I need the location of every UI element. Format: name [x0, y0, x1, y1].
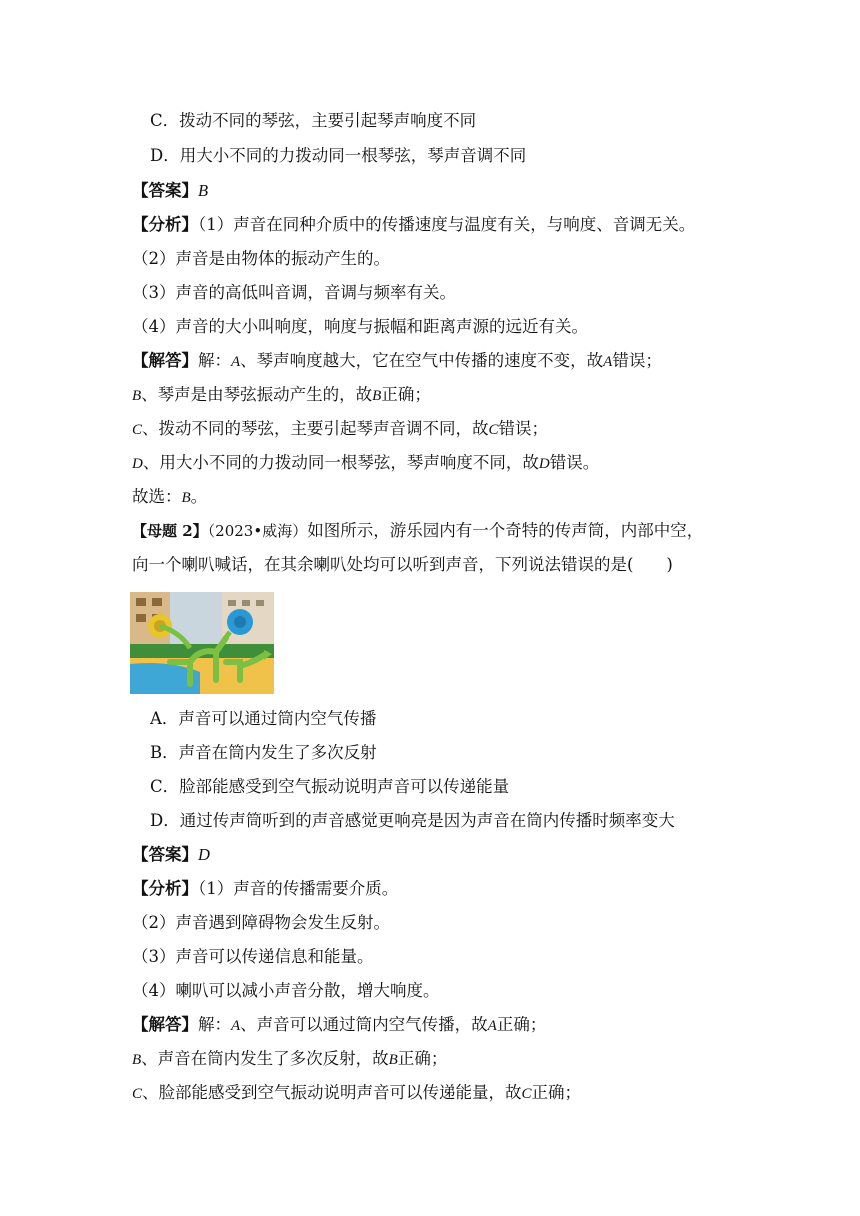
question-stem: 如图所示，游乐园内有一个奇特的传声筒，内部中空，: [307, 521, 704, 540]
solution-text: 、用大小不同的力拨动同一根琴弦，琴声响度不同，故: [142, 453, 539, 472]
solution-intro: 解：: [198, 351, 231, 370]
solution-letter: C: [521, 1086, 532, 1102]
q1-answer: [132, 180, 208, 202]
q2-option-c: C．脸部能感受到空气振动说明声音可以传递能量: [150, 777, 510, 796]
choice-suffix: 。: [190, 487, 208, 506]
solution-intro: 解：: [198, 1015, 231, 1034]
q2-analysis-2: （2）声音遇到障碍物会发生反射。: [132, 913, 390, 932]
solution-text: 、脸部能感受到空气振动说明声音可以传递能量，故: [142, 1083, 522, 1102]
solution-text: 、琴声是由琴弦振动产生的，故: [141, 385, 373, 404]
analysis-label: 【分析】: [132, 215, 198, 234]
solution-letter: B: [132, 1052, 142, 1068]
solution-tail: 错误；: [612, 351, 662, 370]
solution-tail: 错误；: [498, 419, 549, 438]
solution-letter: B: [372, 388, 382, 404]
q1-option-c: C．拨动不同的琴弦，主要引起琴声响度不同: [150, 111, 477, 130]
q2-analysis-4: （4）喇叭可以减小声音分散，增大响度。: [132, 981, 440, 1000]
solution-tail: 正确；: [381, 385, 431, 404]
q1-analysis-3: （3）声音的高低叫音调，音调与频率有关。: [132, 283, 456, 302]
solution-label: 【解答】: [132, 351, 198, 370]
solution-label: 【解答】: [132, 1015, 198, 1034]
solution-letter: A: [603, 354, 613, 370]
photo-speaking-tube-icon: [130, 592, 274, 694]
solution-letter: D: [538, 456, 550, 472]
q2-option-d: D．通过传声筒听到的声音感觉更响亮是因为声音在筒内传播时频率变大: [150, 811, 675, 830]
solution-text: 、拨动不同的琴弦，主要引起琴声音调不同，故: [142, 419, 489, 438]
analysis-text: （1）声音的传播需要介质。: [198, 879, 399, 898]
solution-letter: D: [132, 456, 143, 472]
q2-option-b: B．声音在筒内发生了多次反射: [150, 743, 377, 762]
choice-prefix: 故选：: [132, 487, 182, 506]
solution-tail: 正确；: [397, 1049, 448, 1068]
solution-letter: A: [231, 354, 241, 370]
solution-tail: 正确；: [531, 1083, 582, 1102]
analysis-text: （1）声音在同种介质中的传播速度与温度有关，与响度、音调无关。: [198, 215, 696, 234]
answer-label: 【答案】: [132, 845, 198, 864]
q1-solution-b: [132, 384, 431, 407]
q1-analysis-2: （2）声音是由物体的振动产生的。: [132, 249, 390, 268]
question-source: （2023•威海）: [207, 522, 308, 540]
speaking-tube-photo: [130, 592, 274, 694]
q2-answer: [132, 844, 210, 866]
q1-choice: [132, 486, 207, 509]
solution-letter: C: [132, 1086, 143, 1102]
q1-option-d: D．用大小不同的力拨动同一根琴弦，琴声音调不同: [150, 146, 527, 165]
q1-solution-c: [132, 418, 548, 441]
q1-analysis-4: （4）声音的大小叫响度，响度与振幅和距离声源的远近有关。: [132, 317, 588, 336]
q2-analysis-1: [132, 878, 398, 900]
solution-letter: B: [132, 388, 142, 404]
q2-solution-c: [132, 1082, 581, 1105]
answer-blank: ( ): [627, 555, 673, 574]
question-label: 【母题 2】: [132, 522, 208, 540]
q1-analysis-1: [132, 214, 695, 236]
solution-tail: 正确；: [496, 1015, 547, 1034]
q2-option-a: A．声音可以通过筒内空气传播: [150, 709, 377, 728]
q2-stem-line2: [132, 554, 673, 576]
solution-letter: C: [132, 422, 143, 438]
solution-text: 、琴声响度越大，它在空气中传播的速度不变，故: [240, 351, 604, 370]
question-stem: 向一个喇叭喊话，在其余喇叭处均可以听到声音，下列说法错误的是: [132, 555, 627, 574]
solution-letter: A: [231, 1018, 241, 1034]
choice-value: B: [181, 490, 191, 506]
solution-text: 、声音可以通过筒内空气传播，故: [240, 1015, 488, 1034]
solution-tail: 错误。: [549, 453, 600, 472]
solution-letter: B: [388, 1052, 398, 1068]
q2-solution-b: [132, 1048, 447, 1071]
solution-letter: C: [488, 422, 499, 438]
solution-letter: A: [487, 1018, 497, 1034]
analysis-label: 【分析】: [132, 879, 198, 898]
q2-stem-line1: [132, 520, 703, 542]
answer-value: D: [198, 845, 210, 864]
answer-label: 【答案】: [132, 181, 198, 200]
q1-solution-d: [132, 452, 599, 475]
answer-value: B: [198, 181, 209, 200]
q2-analysis-3: （3）声音可以传递信息和能量。: [132, 947, 374, 966]
q1-solution-a: [132, 350, 662, 373]
solution-text: 、声音在筒内发生了多次反射，故: [141, 1049, 389, 1068]
q2-solution-a: [132, 1014, 546, 1037]
